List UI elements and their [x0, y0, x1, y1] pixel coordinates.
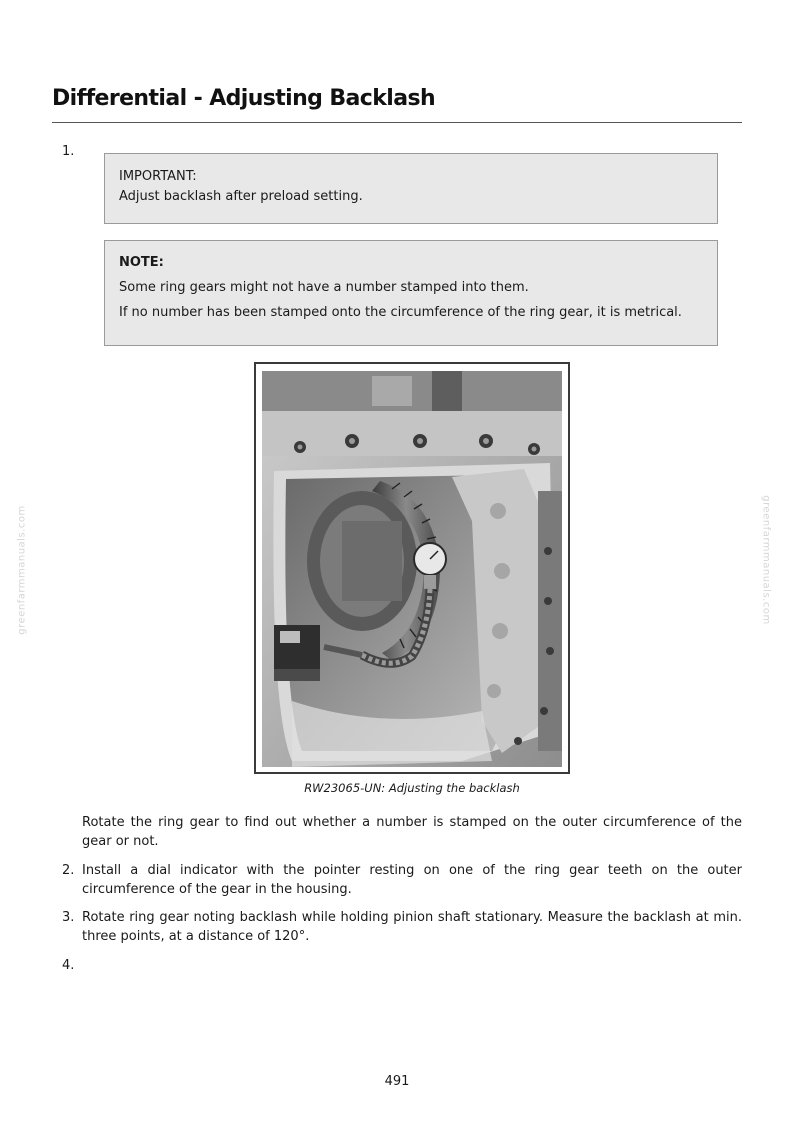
- step-4-number: 4.: [62, 958, 75, 973]
- figure-caption: RW23065-UN: Adjusting the backlash: [304, 781, 520, 795]
- page-title: Differential - Adjusting Backlash: [52, 86, 436, 111]
- step-3-text: Rotate ring gear noting backlash while holding pinion shaft stationary. Measure the backlash at min. three points, at a distance of 120°.: [82, 910, 742, 944]
- figure-photo: [254, 362, 570, 774]
- note-line-2: If no number has been stamped onto the circumference of the ring gear, it is metrical.: [119, 305, 682, 320]
- title-divider: [52, 122, 742, 123]
- step-2-number: 2.: [62, 863, 75, 878]
- step-1-text: Rotate the ring gear to find out whether a number is stamped on the outer circumference of the gear or not.: [82, 815, 742, 849]
- step-1-number: 1.: [62, 144, 75, 159]
- watermark-right: greenfarmmanuals.com: [760, 495, 772, 625]
- important-box: [104, 153, 718, 224]
- page-number: 491: [384, 1074, 410, 1089]
- differential-housing-photo: [262, 371, 562, 767]
- note-heading: NOTE:: [119, 255, 164, 270]
- note-box: [104, 240, 718, 346]
- important-heading: IMPORTANT:: [119, 169, 197, 184]
- important-text: Adjust backlash after preload setting.: [119, 189, 363, 204]
- step-2-text: Install a dial indicator with the pointer resting on one of the ring gear teeth on the outer circumference of the gear in the housing.: [82, 863, 742, 897]
- step-3-number: 3.: [62, 910, 75, 925]
- watermark-left: greenfarmmanuals.com: [16, 505, 28, 635]
- note-line-1: Some ring gears might not have a number stamped into them.: [119, 280, 529, 295]
